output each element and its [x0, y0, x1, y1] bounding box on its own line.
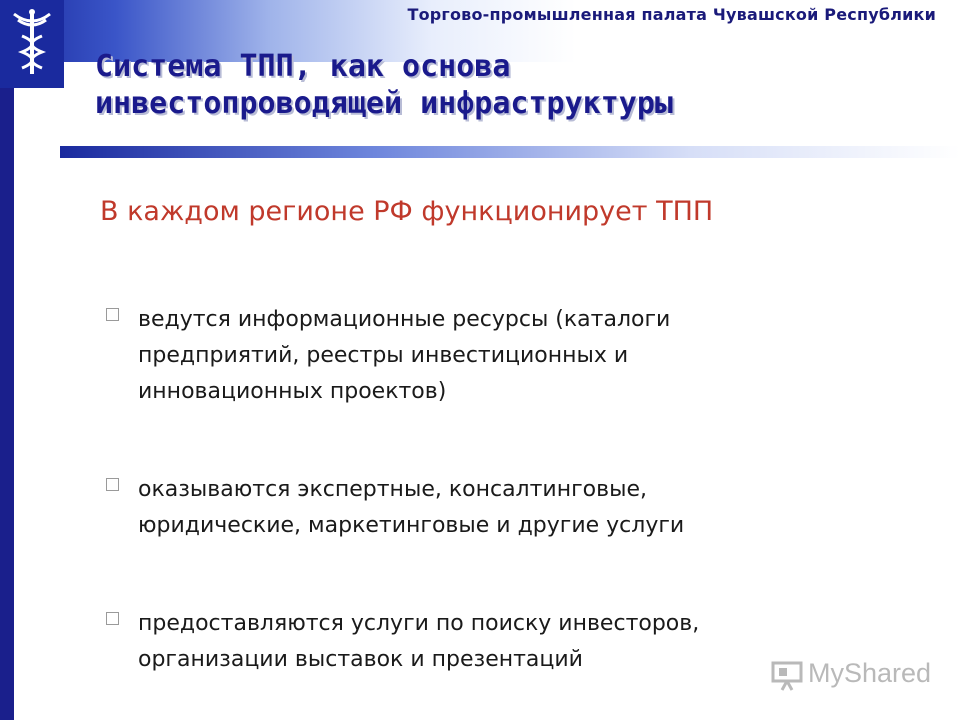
watermark-text: MyShared — [808, 658, 932, 688]
slide-title — [95, 48, 915, 122]
bullet-line: инновационных проектов) — [138, 379, 447, 404]
bullet-item — [106, 302, 906, 410]
left-accent-bar — [0, 88, 14, 720]
bullet-line: предприятий, реестры инвестиционных и — [138, 343, 629, 368]
slide-title-line: Система ТПП, как основа — [95, 49, 511, 84]
bullet-line: юридические, маркетинговые и другие услуги — [138, 513, 685, 538]
bullet-line: предоставляются услуги по поиску инвесторов, — [138, 611, 700, 636]
bullet-item — [106, 472, 906, 544]
bullet-line: оказываются экспертные, консалтинговые, — [138, 477, 647, 502]
title-underline-bar — [60, 146, 960, 158]
chamber-logo-icon — [0, 0, 64, 88]
bullet-square-icon — [106, 478, 119, 491]
bullet-square-icon — [106, 612, 119, 625]
myshared-watermark — [770, 658, 930, 694]
organization-name: Торгово-промышленная палата Чувашской Республики — [407, 5, 936, 24]
bullet-line: ведутся информационные ресурсы (каталоги — [138, 307, 671, 332]
bullet-line: организации выставок и презентаций — [138, 647, 583, 672]
slide-title-line: инвестопроводящей инфраструктуры — [95, 86, 673, 121]
presentation-screen-icon — [770, 660, 804, 692]
slide-subtitle: В каждом регионе РФ функционирует ТПП — [100, 196, 714, 227]
bullet-square-icon — [106, 308, 119, 321]
